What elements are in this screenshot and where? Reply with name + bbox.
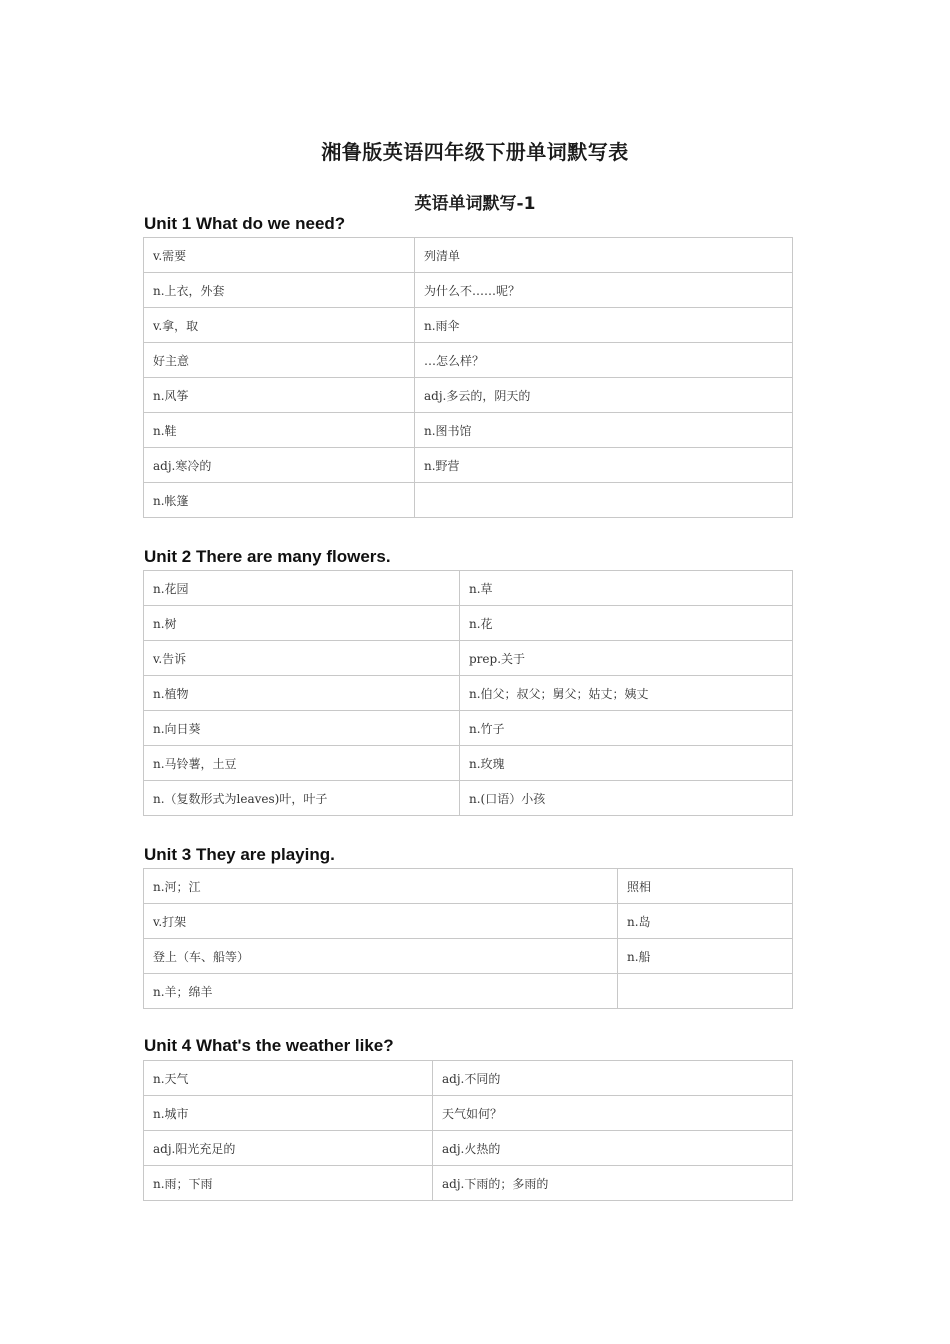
table-row xyxy=(144,378,793,413)
table-row xyxy=(144,1166,793,1201)
table-row xyxy=(144,746,793,781)
vocab-cell: prep.关于 xyxy=(460,641,793,676)
vocab-cell: n.马铃薯，土豆 xyxy=(144,746,460,781)
vocab-cell: n.竹子 xyxy=(460,711,793,746)
vocab-cell: 登上（车、船等） xyxy=(144,939,618,974)
vocab-cell: adj.不同的 xyxy=(433,1061,793,1096)
vocab-cell: 好主意 xyxy=(144,343,415,378)
unit-3-table-body xyxy=(144,869,793,1009)
table-row xyxy=(144,974,793,1009)
table-row xyxy=(144,571,793,606)
vocab-cell: …怎么样？ xyxy=(415,343,793,378)
table-row xyxy=(144,781,793,816)
vocab-cell: 列清单 xyxy=(415,238,793,273)
vocab-cell: n.玫瑰 xyxy=(460,746,793,781)
table-row xyxy=(144,1131,793,1166)
vocab-cell xyxy=(415,483,793,518)
vocab-cell: n.上衣，外套 xyxy=(144,273,415,308)
vocab-cell: adj.阳光充足的 xyxy=(144,1131,433,1166)
unit-3-vocab-table xyxy=(143,868,793,1009)
document-subtitle: 英语单词默写-1 xyxy=(414,194,536,214)
table-row xyxy=(144,273,793,308)
vocab-cell: v.打架 xyxy=(144,904,618,939)
vocab-cell: n.花园 xyxy=(144,571,460,606)
table-row xyxy=(144,711,793,746)
vocab-cell: n.天气 xyxy=(144,1061,433,1096)
table-row xyxy=(144,1096,793,1131)
vocab-cell: adj.寒冷的 xyxy=(144,448,415,483)
vocab-cell: 为什么不……呢？ xyxy=(415,273,793,308)
table-row xyxy=(144,308,793,343)
table-row xyxy=(144,413,793,448)
vocab-cell: n.帐篷 xyxy=(144,483,415,518)
vocab-cell: n.船 xyxy=(618,939,793,974)
vocab-cell: n.风筝 xyxy=(144,378,415,413)
table-row xyxy=(144,483,793,518)
unit-4-vocab-table xyxy=(143,1060,793,1201)
vocab-cell xyxy=(618,974,793,1009)
table-row xyxy=(144,939,793,974)
vocab-cell: n.伯父；叔父；舅父；姑丈；姨丈 xyxy=(460,676,793,711)
vocab-cell: adj.下雨的；多雨的 xyxy=(433,1166,793,1201)
table-row xyxy=(144,869,793,904)
vocab-cell: n.城市 xyxy=(144,1096,433,1131)
table-row xyxy=(144,676,793,711)
vocab-cell: n.(口语）小孩 xyxy=(460,781,793,816)
vocab-cell: adj.火热的 xyxy=(433,1131,793,1166)
unit-3-heading: Unit 3 They are playing. xyxy=(144,845,335,864)
vocab-cell: adj.多云的，阴天的 xyxy=(415,378,793,413)
vocab-cell: n.图书馆 xyxy=(415,413,793,448)
unit-4-table-body xyxy=(144,1061,793,1201)
vocab-cell: 天气如何？ xyxy=(433,1096,793,1131)
unit-4-heading: Unit 4 What's the weather like? xyxy=(144,1036,394,1055)
unit-2-vocab-table xyxy=(143,570,793,816)
vocab-cell: n.岛 xyxy=(618,904,793,939)
unit-1-vocab-table xyxy=(143,237,793,518)
table-row xyxy=(144,641,793,676)
vocab-cell: v.拿，取 xyxy=(144,308,415,343)
table-row xyxy=(144,606,793,641)
unit-2-table-body xyxy=(144,571,793,816)
unit-2-heading: Unit 2 There are many flowers. xyxy=(144,547,391,566)
vocab-cell: 照相 xyxy=(618,869,793,904)
unit-1-heading: Unit 1 What do we need? xyxy=(144,214,346,233)
vocab-cell: n.向日葵 xyxy=(144,711,460,746)
unit-1-table-body xyxy=(144,238,793,518)
vocab-cell: n.羊；绵羊 xyxy=(144,974,618,1009)
vocab-cell: n.河；江 xyxy=(144,869,618,904)
table-row xyxy=(144,238,793,273)
table-row xyxy=(144,448,793,483)
vocab-cell: v.告诉 xyxy=(144,641,460,676)
vocab-cell: n.鞋 xyxy=(144,413,415,448)
table-row xyxy=(144,904,793,939)
vocab-cell: n.花 xyxy=(460,606,793,641)
vocab-cell: n.植物 xyxy=(144,676,460,711)
vocab-cell: v.需要 xyxy=(144,238,415,273)
table-row xyxy=(144,343,793,378)
vocab-cell: n.雨伞 xyxy=(415,308,793,343)
vocab-cell: n.树 xyxy=(144,606,460,641)
table-row xyxy=(144,1061,793,1096)
vocab-cell: n.雨；下雨 xyxy=(144,1166,433,1201)
vocab-cell: n.（复数形式为leaves)叶，叶子 xyxy=(144,781,460,816)
vocab-cell: n.野营 xyxy=(415,448,793,483)
vocab-cell: n.草 xyxy=(460,571,793,606)
document-title: 湘鲁版英语四年级下册单词默写表 xyxy=(321,140,629,164)
